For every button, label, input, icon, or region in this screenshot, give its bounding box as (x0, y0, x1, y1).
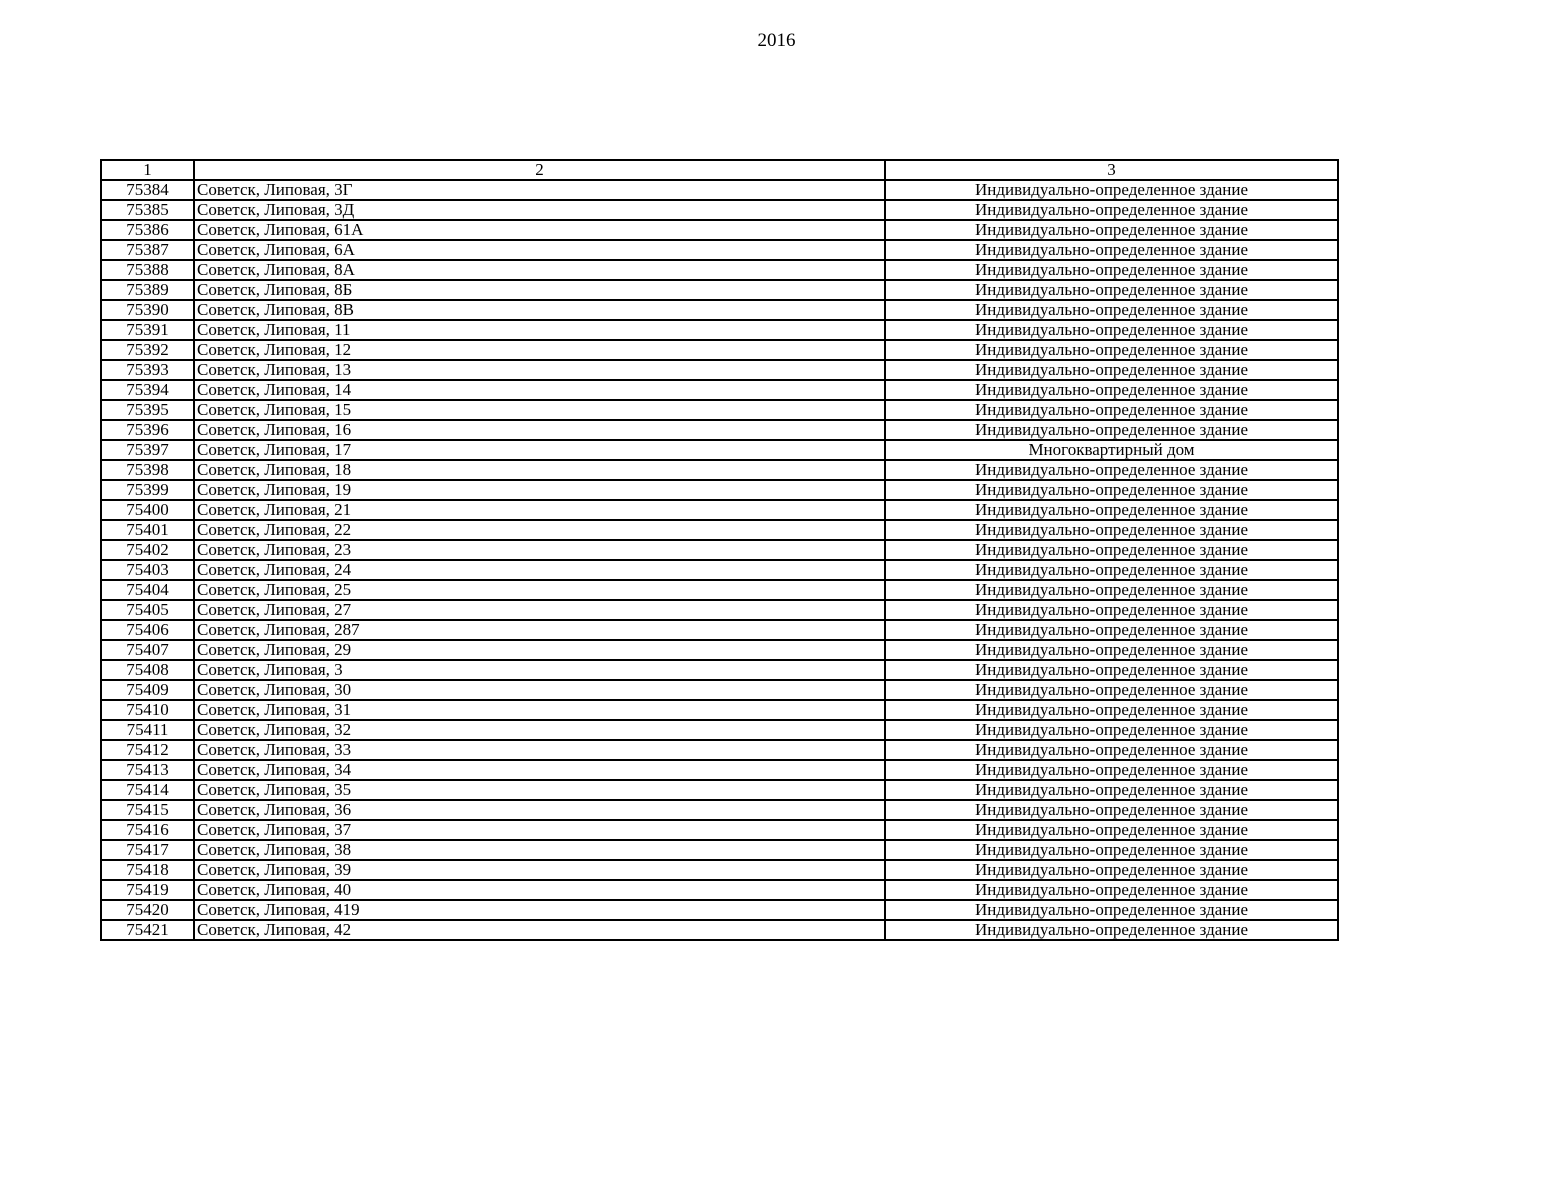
registry-table (100, 159, 1339, 941)
row-id-cell: 75391 (101, 320, 194, 340)
row-type-cell: Индивидуально-определенное здание (885, 880, 1338, 900)
table-row (101, 460, 1338, 480)
table-row (101, 220, 1338, 240)
row-address-cell: Советск, Липовая, 33 (194, 740, 885, 760)
row-address-cell: Советск, Липовая, 29 (194, 640, 885, 660)
row-type-cell: Индивидуально-определенное здание (885, 380, 1338, 400)
table-row (101, 540, 1338, 560)
table-row (101, 580, 1338, 600)
row-id-cell: 75405 (101, 600, 194, 620)
table-row (101, 920, 1338, 940)
table-row (101, 720, 1338, 740)
row-type-cell: Индивидуально-определенное здание (885, 460, 1338, 480)
row-id-cell: 75387 (101, 240, 194, 260)
row-address-cell: Советск, Липовая, 3Д (194, 200, 885, 220)
row-id-cell: 75390 (101, 300, 194, 320)
row-address-cell: Советск, Липовая, 3 (194, 660, 885, 680)
row-id-cell: 75396 (101, 420, 194, 440)
table-row (101, 240, 1338, 260)
table-row (101, 820, 1338, 840)
table-row (101, 260, 1338, 280)
row-address-cell: Советск, Липовая, 8А (194, 260, 885, 280)
row-id-cell: 75421 (101, 920, 194, 940)
row-id-cell: 75420 (101, 900, 194, 920)
row-address-cell: Советск, Липовая, 21 (194, 500, 885, 520)
row-address-cell: Советск, Липовая, 23 (194, 540, 885, 560)
row-type-cell: Индивидуально-определенное здание (885, 820, 1338, 840)
row-id-cell: 75393 (101, 360, 194, 380)
row-type-cell: Индивидуально-определенное здание (885, 760, 1338, 780)
row-address-cell: Советск, Липовая, 34 (194, 760, 885, 780)
table-row (101, 480, 1338, 500)
row-type-cell: Индивидуально-определенное здание (885, 800, 1338, 820)
row-address-cell: Советск, Липовая, 13 (194, 360, 885, 380)
row-id-cell: 75415 (101, 800, 194, 820)
table-row (101, 840, 1338, 860)
row-address-cell: Советск, Липовая, 8Б (194, 280, 885, 300)
row-type-cell: Индивидуально-определенное здание (885, 900, 1338, 920)
row-address-cell: Советск, Липовая, 287 (194, 620, 885, 640)
table-row (101, 300, 1338, 320)
row-address-cell: Советск, Липовая, 11 (194, 320, 885, 340)
row-address-cell: Советск, Липовая, 8В (194, 300, 885, 320)
table-header (101, 160, 1338, 180)
row-type-cell: Индивидуально-определенное здание (885, 340, 1338, 360)
row-id-cell: 75399 (101, 480, 194, 500)
row-address-cell: Советск, Липовая, 36 (194, 800, 885, 820)
table-row (101, 760, 1338, 780)
row-id-cell: 75416 (101, 820, 194, 840)
row-type-cell: Индивидуально-определенное здание (885, 780, 1338, 800)
row-type-cell: Индивидуально-определенное здание (885, 500, 1338, 520)
table-row (101, 880, 1338, 900)
row-address-cell: Советск, Липовая, 25 (194, 580, 885, 600)
row-id-cell: 75408 (101, 660, 194, 680)
row-id-cell: 75417 (101, 840, 194, 860)
row-address-cell: Советск, Липовая, 35 (194, 780, 885, 800)
row-type-cell: Многоквартирный дом (885, 440, 1338, 460)
row-type-cell: Индивидуально-определенное здание (885, 260, 1338, 280)
row-type-cell: Индивидуально-определенное здание (885, 680, 1338, 700)
row-address-cell: Советск, Липовая, 61А (194, 220, 885, 240)
row-type-cell: Индивидуально-определенное здание (885, 840, 1338, 860)
row-id-cell: 75394 (101, 380, 194, 400)
row-type-cell: Индивидуально-определенное здание (885, 660, 1338, 680)
header-row (101, 160, 1338, 180)
row-type-cell: Индивидуально-определенное здание (885, 720, 1338, 740)
table-row (101, 400, 1338, 420)
row-id-cell: 75403 (101, 560, 194, 580)
row-type-cell: Индивидуально-определенное здание (885, 180, 1338, 200)
row-address-cell: Советск, Липовая, 14 (194, 380, 885, 400)
row-type-cell: Индивидуально-определенное здание (885, 920, 1338, 940)
table-row (101, 280, 1338, 300)
row-address-cell: Советск, Липовая, 30 (194, 680, 885, 700)
table-row (101, 420, 1338, 440)
row-id-cell: 75384 (101, 180, 194, 200)
row-type-cell: Индивидуально-определенное здание (885, 280, 1338, 300)
row-type-cell: Индивидуально-определенное здание (885, 700, 1338, 720)
table-row (101, 360, 1338, 380)
row-id-cell: 75400 (101, 500, 194, 520)
table-row (101, 700, 1338, 720)
row-type-cell: Индивидуально-определенное здание (885, 740, 1338, 760)
row-address-cell: Советск, Липовая, 3Г (194, 180, 885, 200)
table-row (101, 600, 1338, 620)
row-id-cell: 75406 (101, 620, 194, 640)
row-type-cell: Индивидуально-определенное здание (885, 400, 1338, 420)
table-row (101, 520, 1338, 540)
row-type-cell: Индивидуально-определенное здание (885, 560, 1338, 580)
table-row (101, 620, 1338, 640)
table-row (101, 780, 1338, 800)
table-row (101, 560, 1338, 580)
row-type-cell: Индивидуально-определенное здание (885, 320, 1338, 340)
row-type-cell: Индивидуально-определенное здание (885, 240, 1338, 260)
row-type-cell: Индивидуально-определенное здание (885, 580, 1338, 600)
row-id-cell: 75388 (101, 260, 194, 280)
row-address-cell: Советск, Липовая, 419 (194, 900, 885, 920)
table-row (101, 200, 1338, 220)
table-row (101, 320, 1338, 340)
row-address-cell: Советск, Липовая, 24 (194, 560, 885, 580)
row-address-cell: Советск, Липовая, 39 (194, 860, 885, 880)
row-address-cell: Советск, Липовая, 40 (194, 880, 885, 900)
row-id-cell: 75407 (101, 640, 194, 660)
row-address-cell: Советск, Липовая, 37 (194, 820, 885, 840)
row-address-cell: Советск, Липовая, 15 (194, 400, 885, 420)
header-cell-1: 1 (101, 160, 194, 180)
row-address-cell: Советск, Липовая, 22 (194, 520, 885, 540)
row-type-cell: Индивидуально-определенное здание (885, 360, 1338, 380)
row-type-cell: Индивидуально-определенное здание (885, 520, 1338, 540)
row-type-cell: Индивидуально-определенное здание (885, 200, 1338, 220)
row-address-cell: Советск, Липовая, 38 (194, 840, 885, 860)
table-row (101, 380, 1338, 400)
row-id-cell: 75414 (101, 780, 194, 800)
row-id-cell: 75409 (101, 680, 194, 700)
row-address-cell: Советск, Липовая, 18 (194, 460, 885, 480)
row-type-cell: Индивидуально-определенное здание (885, 640, 1338, 660)
table-row (101, 740, 1338, 760)
row-id-cell: 75410 (101, 700, 194, 720)
row-address-cell: Советск, Липовая, 31 (194, 700, 885, 720)
row-type-cell: Индивидуально-определенное здание (885, 480, 1338, 500)
row-id-cell: 75392 (101, 340, 194, 360)
row-id-cell: 75418 (101, 860, 194, 880)
table-row (101, 340, 1338, 360)
row-id-cell: 75395 (101, 400, 194, 420)
table-body (101, 180, 1338, 940)
table-row (101, 640, 1338, 660)
row-id-cell: 75412 (101, 740, 194, 760)
row-id-cell: 75411 (101, 720, 194, 740)
row-address-cell: Советск, Липовая, 17 (194, 440, 885, 460)
row-address-cell: Советск, Липовая, 12 (194, 340, 885, 360)
table-row (101, 800, 1338, 820)
row-address-cell: Советск, Липовая, 6А (194, 240, 885, 260)
table-row (101, 440, 1338, 460)
row-type-cell: Индивидуально-определенное здание (885, 420, 1338, 440)
row-type-cell: Индивидуально-определенное здание (885, 600, 1338, 620)
table-row (101, 500, 1338, 520)
row-address-cell: Советск, Липовая, 16 (194, 420, 885, 440)
row-type-cell: Индивидуально-определенное здание (885, 540, 1338, 560)
row-address-cell: Советск, Липовая, 32 (194, 720, 885, 740)
row-id-cell: 75389 (101, 280, 194, 300)
header-cell-3: 3 (885, 160, 1338, 180)
row-address-cell: Советск, Липовая, 42 (194, 920, 885, 940)
row-id-cell: 75385 (101, 200, 194, 220)
row-id-cell: 75413 (101, 760, 194, 780)
row-id-cell: 75404 (101, 580, 194, 600)
table-row (101, 900, 1338, 920)
row-id-cell: 75401 (101, 520, 194, 540)
row-id-cell: 75386 (101, 220, 194, 240)
header-cell-2: 2 (194, 160, 885, 180)
page-number: 2016 (757, 30, 796, 51)
row-type-cell: Индивидуально-определенное здание (885, 620, 1338, 640)
table-row (101, 680, 1338, 700)
row-type-cell: Индивидуально-определенное здание (885, 860, 1338, 880)
table-row (101, 660, 1338, 680)
table-row (101, 180, 1338, 200)
row-id-cell: 75398 (101, 460, 194, 480)
table-row (101, 860, 1338, 880)
row-type-cell: Индивидуально-определенное здание (885, 220, 1338, 240)
row-address-cell: Советск, Липовая, 19 (194, 480, 885, 500)
row-type-cell: Индивидуально-определенное здание (885, 300, 1338, 320)
row-address-cell: Советск, Липовая, 27 (194, 600, 885, 620)
row-id-cell: 75397 (101, 440, 194, 460)
row-id-cell: 75402 (101, 540, 194, 560)
row-id-cell: 75419 (101, 880, 194, 900)
